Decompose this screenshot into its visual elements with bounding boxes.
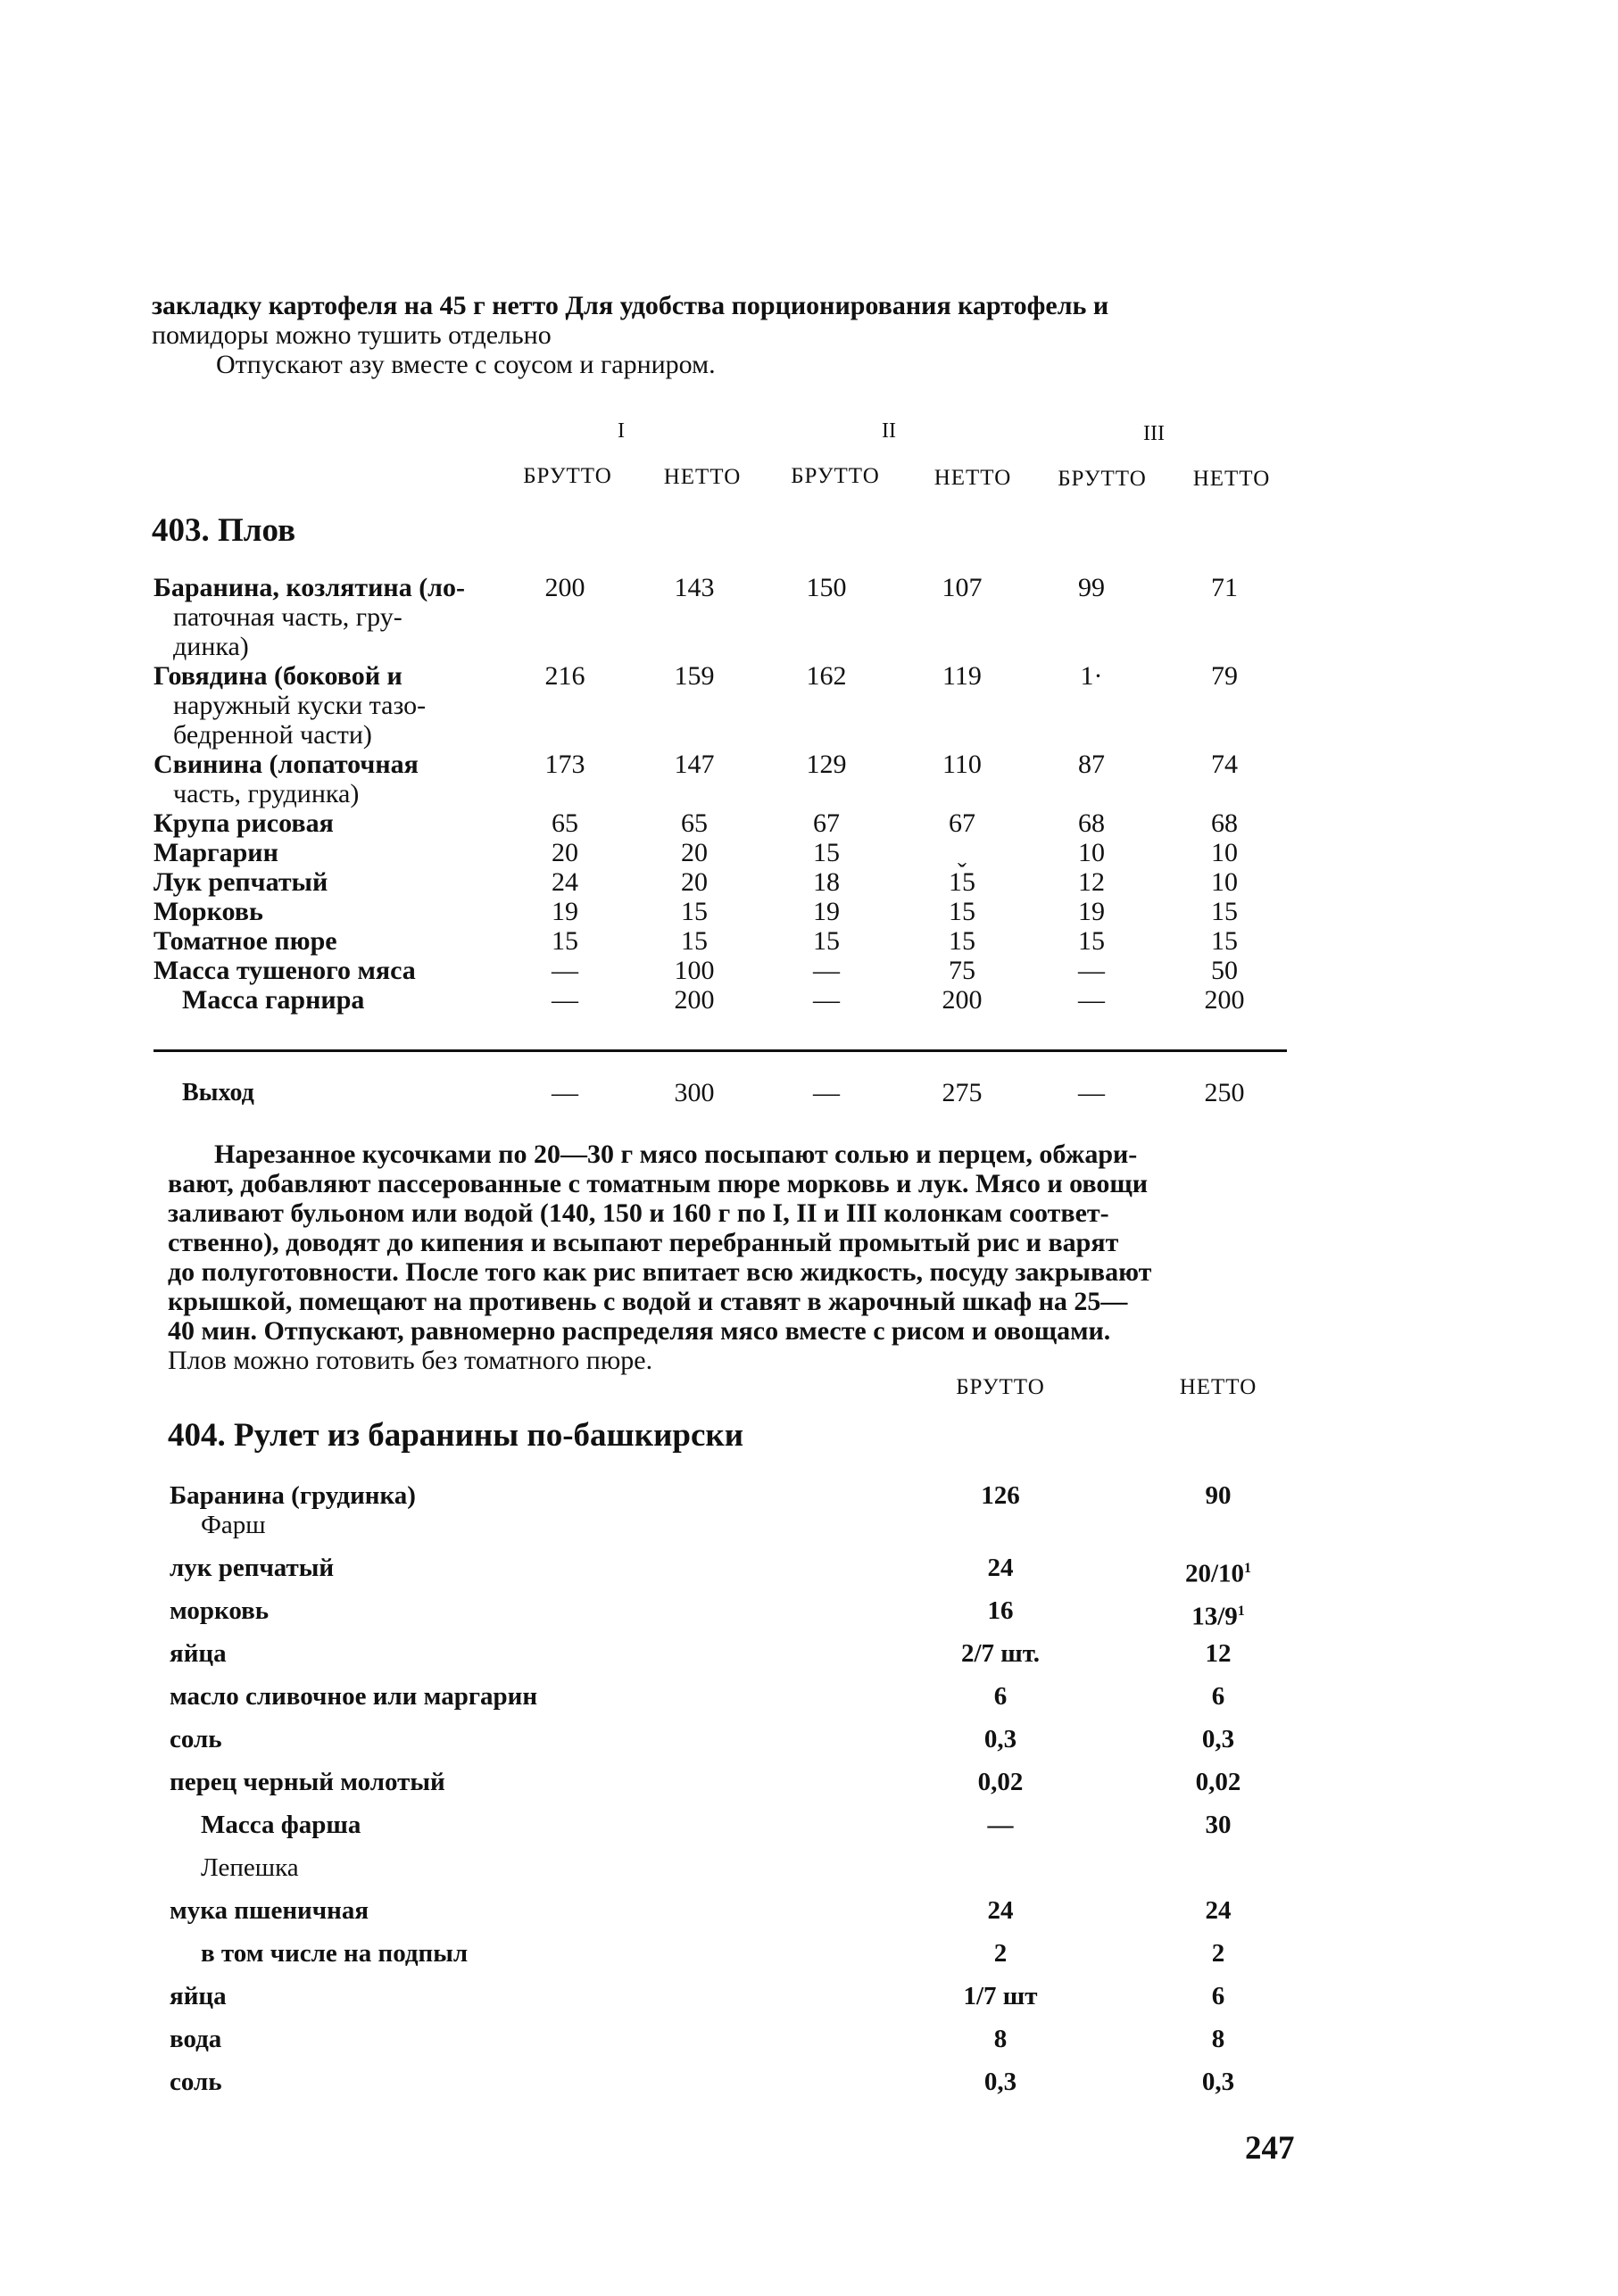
netto-404-3-value: 20/10: [1184, 1559, 1245, 1588]
table403-cell-r4-c2: 65: [681, 808, 708, 838]
table403-cell-r6-c3: 18: [813, 867, 840, 897]
table403-cell-r7-c5: 19: [1078, 897, 1105, 926]
method-line-6: крышкой, помещают на противень с водой и ставят в жарочный шкаф на 25—: [168, 1287, 1128, 1316]
brutto-404-13: 1/7 шт: [963, 1982, 1038, 2010]
col-header-2: НЕТТО: [663, 465, 742, 489]
col404-header-brutto: БРУТТО: [956, 1375, 1045, 1399]
brutto-404-14: 8: [993, 2025, 1008, 2053]
ingredient-403-4: Крупа рисовая: [154, 808, 334, 838]
table403-cell-r2-c6: 79: [1211, 661, 1238, 691]
netto-404-13-value: 6: [1211, 1982, 1225, 2010]
netto-404-13: [1138, 1982, 1299, 2011]
table403-cell-r5-c3: 15: [813, 838, 840, 867]
table403-cell-r10-c1: —: [552, 985, 578, 1015]
ingredient-403-3-line-1: Свинина (лопаточная: [154, 750, 419, 779]
table403-cell-r3-c2: 147: [674, 750, 715, 779]
page-number: 247: [1245, 2130, 1295, 2167]
table403-cell-r5-c2: 20: [681, 838, 708, 867]
col-header-6: НЕТТО: [1192, 467, 1271, 491]
table-divider: [154, 1049, 1287, 1052]
brutto-404-12: 2: [993, 1939, 1008, 1968]
col-header-5: БРУТТО: [1058, 467, 1147, 491]
ingredient-404-7: соль: [170, 1725, 222, 1753]
netto-404-9: [1138, 1811, 1299, 1840]
table403-cell-r7-c2: 15: [681, 897, 708, 926]
col-header-3: БРУТТО: [791, 464, 880, 488]
ingredient-403-2-line-3: бедренной части): [173, 720, 372, 750]
group-header-3: III: [1143, 422, 1165, 445]
table403-cell-r10-c4: 200: [942, 985, 983, 1015]
table403-cell-r8-c3: 15: [813, 926, 840, 956]
netto-404-5: [1138, 1639, 1299, 1669]
method-line-2: вают, добавляют пассерованные с томатным пюре морковь и лук. Мясо и овощи: [168, 1169, 1149, 1198]
netto-404-6-value: 6: [1211, 1682, 1225, 1711]
table403-cell-r6-c1: 24: [552, 867, 578, 897]
netto-404-6: [1138, 1682, 1299, 1712]
table403-cell-r5-c5: 10: [1078, 838, 1105, 867]
table403-cell-r4-c5: 68: [1078, 808, 1105, 838]
ingredient-404-5: яйца: [170, 1639, 227, 1668]
yield-cell-5: —: [1078, 1078, 1105, 1107]
ingredient-404-10: Лепешка: [201, 1853, 299, 1882]
ingredient-403-10: Масса гарнира: [182, 985, 365, 1015]
netto-404-14-value: 8: [1211, 2025, 1225, 2053]
table403-cell-r8-c6: 15: [1211, 926, 1238, 956]
netto-404-8: [1138, 1768, 1299, 1797]
table403-cell-r10-c6: 200: [1204, 985, 1245, 1015]
ingredient-403-1-line-3: динка): [173, 632, 249, 661]
table403-cell-r7-c4: 15: [949, 897, 975, 926]
table403-cell-r1-c2: 143: [674, 573, 715, 602]
netto-404-1-value: 90: [1205, 1481, 1232, 1510]
netto-404-4: [1138, 1596, 1299, 1632]
group-header-2: II: [882, 419, 896, 443]
col404-header-netto: НЕТТО: [1179, 1375, 1257, 1399]
recipe-403-title: 403. Плов: [152, 512, 296, 549]
ingredient-403-2-line-2: наружный куски тазо-: [173, 691, 427, 720]
netto-404-7: [1138, 1725, 1299, 1754]
table403-cell-r2-c3: 162: [806, 661, 847, 691]
table403-cell-r9-c6: 50: [1211, 956, 1238, 985]
netto-404-11-value: 24: [1205, 1896, 1232, 1925]
brutto-404-11: 24: [987, 1896, 1014, 1925]
brutto-404-6: 6: [993, 1682, 1008, 1711]
brutto-404-15: 0,3: [983, 2068, 1017, 2096]
ingredient-404-3: лук репчатый: [170, 1554, 335, 1582]
ingredient-403-7: Морковь: [154, 897, 263, 926]
ingredient-403-5: Маргарин: [154, 838, 278, 867]
table403-cell-r9-c4: 75: [949, 956, 975, 985]
ingredient-404-15: соль: [170, 2068, 222, 2096]
table403-cell-r1-c3: 150: [806, 573, 847, 602]
yield-label: Выход: [182, 1079, 254, 1107]
table403-cell-r3-c5: 87: [1078, 750, 1105, 779]
ingredient-404-4: морковь: [170, 1596, 270, 1625]
method-line-7: 40 мин. Отпускают, равномерно распределяя мясо вместе с рисом и овощами.: [168, 1316, 1111, 1346]
table403-cell-r9-c5: —: [1078, 956, 1105, 985]
recipe-404-title: 404. Рулет из баранины по-башкирски: [168, 1417, 744, 1454]
ingredient-403-2-line-1: Говядина (боковой и: [154, 661, 402, 691]
yield-cell-4: 275: [942, 1078, 983, 1107]
table403-cell-r7-c3: 19: [813, 897, 840, 926]
brutto-404-7: 0,3: [983, 1725, 1017, 1753]
col-header-1: БРУТТО: [523, 464, 612, 488]
netto-404-14: [1138, 2025, 1299, 2054]
yield-cell-1: —: [552, 1078, 578, 1107]
table403-cell-r7-c1: 19: [552, 897, 578, 926]
table403-cell-r10-c2: 200: [674, 985, 715, 1015]
table403-cell-r5-c6: 10: [1211, 838, 1238, 867]
intro-line-1: закладку картофеля на 45 г нетто Для удобства порционирования картофель и: [152, 291, 1109, 320]
table403-cell-r3-c4: 110: [942, 750, 982, 779]
table403-cell-r4-c1: 65: [552, 808, 578, 838]
intro-line-3: [152, 350, 1294, 379]
table403-cell-r2-c2: 159: [674, 661, 715, 691]
brutto-404-4: 16: [987, 1596, 1014, 1625]
method-line-5: до полуготовности. После того как рис впитает всю жидкость, посуду закрывают: [168, 1257, 1152, 1287]
table403-cell-r5-c4: ˬ: [958, 838, 967, 867]
ingredient-404-14: вода: [170, 2025, 222, 2053]
table403-cell-r3-c3: 129: [806, 750, 847, 779]
table403-cell-r6-c6: 10: [1211, 867, 1238, 897]
yield-cell-2: 300: [674, 1078, 715, 1107]
ingredient-404-13: яйца: [170, 1982, 227, 2010]
ingredient-403-3: [154, 750, 506, 808]
netto-404-12-value: 2: [1211, 1939, 1225, 1968]
netto-404-15-value: 0,3: [1201, 2068, 1235, 2096]
table403-cell-r1-c1: 200: [544, 573, 585, 602]
table403-cell-r10-c5: —: [1078, 985, 1105, 1015]
netto-404-3: [1138, 1554, 1299, 1589]
netto-404-15: [1138, 2068, 1299, 2097]
ingredient-403-2: [154, 661, 506, 750]
ingredient-403-6: Лук репчатый: [154, 867, 328, 897]
table403-cell-r2-c1: 216: [544, 661, 585, 691]
table403-cell-r6-c4: 15: [949, 867, 975, 897]
table403-cell-r9-c3: —: [813, 956, 840, 985]
table403-cell-r3-c6: 74: [1211, 750, 1238, 779]
ingredient-403-8: Томатное пюре: [154, 926, 337, 956]
ingredient-403-3-line-2: часть, грудинка): [173, 779, 360, 808]
netto-404-11: [1138, 1896, 1299, 1926]
method-line-8: Плов можно готовить без томатного пюре.: [168, 1346, 653, 1375]
intro-line-2: помидоры можно тушить отдельно: [152, 320, 552, 350]
table403-cell-r4-c4: 67: [949, 808, 975, 838]
table403-cell-r9-c2: 100: [674, 956, 715, 985]
table403-cell-r1-c5: 99: [1078, 573, 1105, 602]
table403-cell-r6-c2: 20: [681, 867, 708, 897]
table403-cell-r1-c6: 71: [1211, 573, 1238, 602]
ingredient-403-1: [154, 573, 506, 661]
table403-cell-r8-c2: 15: [681, 926, 708, 956]
method-line-1: Нарезанное кусочками по 20—30 г мясо посыпают солью и перцем, обжари-: [214, 1140, 1138, 1169]
table403-cell-r2-c4: 119: [942, 661, 982, 691]
yield-cell-6: 250: [1204, 1078, 1245, 1107]
table403-cell-r6-c5: 12: [1078, 867, 1105, 897]
table403-cell-r4-c6: 68: [1211, 808, 1238, 838]
col-header-4: НЕТТО: [933, 466, 1012, 490]
yield-cell-3: —: [813, 1078, 840, 1107]
netto-404-9-value: 30: [1205, 1811, 1232, 1839]
method-line-4: ственно), доводят до кипения и всыпают перебранный промытый рис и варят: [168, 1228, 1119, 1257]
ingredient-403-9-text: Масса тушеного мяса: [154, 956, 416, 985]
group-header-1: I: [618, 419, 625, 443]
netto-404-1: [1138, 1481, 1299, 1511]
table403-cell-r8-c4: 15: [949, 926, 975, 956]
netto-404-12: [1138, 1939, 1299, 1969]
brutto-404-1: 126: [981, 1481, 1020, 1510]
table403-cell-r1-c4: 107: [942, 573, 983, 602]
table403-cell-r2-c5: 1·: [1080, 661, 1103, 691]
table403-cell-r5-c1: 20: [552, 838, 578, 867]
netto-404-8-value: 0,02: [1195, 1768, 1241, 1796]
netto-404-5-value: 12: [1205, 1639, 1232, 1668]
brutto-404-9: —: [987, 1811, 1014, 1839]
table403-cell-r8-c1: 15: [552, 926, 578, 956]
table403-cell-r9-c1: —: [552, 956, 578, 985]
brutto-404-8: 0,02: [977, 1768, 1024, 1796]
brutto-404-3: 24: [987, 1554, 1014, 1582]
footnote-marker: 1: [1244, 1561, 1252, 1576]
table403-cell-r10-c3: —: [813, 985, 840, 1015]
ingredient-403-1-line-1: Баранина, козлятина (ло-: [154, 573, 465, 602]
ingredient-404-1: Баранина (грудинка): [170, 1481, 416, 1510]
ingredient-403-9: [154, 956, 506, 985]
table403-cell-r4-c3: 67: [813, 808, 840, 838]
ingredient-403-1-line-2: паточная часть, гру-: [173, 602, 402, 632]
ingredient-404-8: перец черный молотый: [170, 1768, 445, 1796]
table403-cell-r8-c5: 15: [1078, 926, 1105, 956]
ingredient-404-9: Масса фарша: [201, 1811, 361, 1839]
intro-line-3-text: Отпускают азу вместе с соусом и гарниром.: [216, 350, 716, 379]
footnote-marker: 1: [1237, 1604, 1245, 1619]
ingredient-404-12: в том числе на подпыл: [201, 1939, 469, 1968]
brutto-404-5: 2/7 шт.: [960, 1639, 1041, 1668]
ingredient-404-6: масло сливочное или маргарин: [170, 1682, 538, 1711]
table403-cell-r7-c6: 15: [1211, 897, 1238, 926]
netto-404-4-value: 13/9: [1191, 1602, 1238, 1631]
table403-cell-r3-c1: 173: [544, 750, 585, 779]
method-line-3: заливают бульоном или водой (140, 150 и 160 г по I, II и III колонкам соответ-: [168, 1198, 1109, 1228]
ingredient-404-11: мука пшеничная: [170, 1896, 369, 1925]
netto-404-7-value: 0,3: [1201, 1725, 1235, 1753]
ingredient-404-2: Фарш: [201, 1511, 266, 1539]
